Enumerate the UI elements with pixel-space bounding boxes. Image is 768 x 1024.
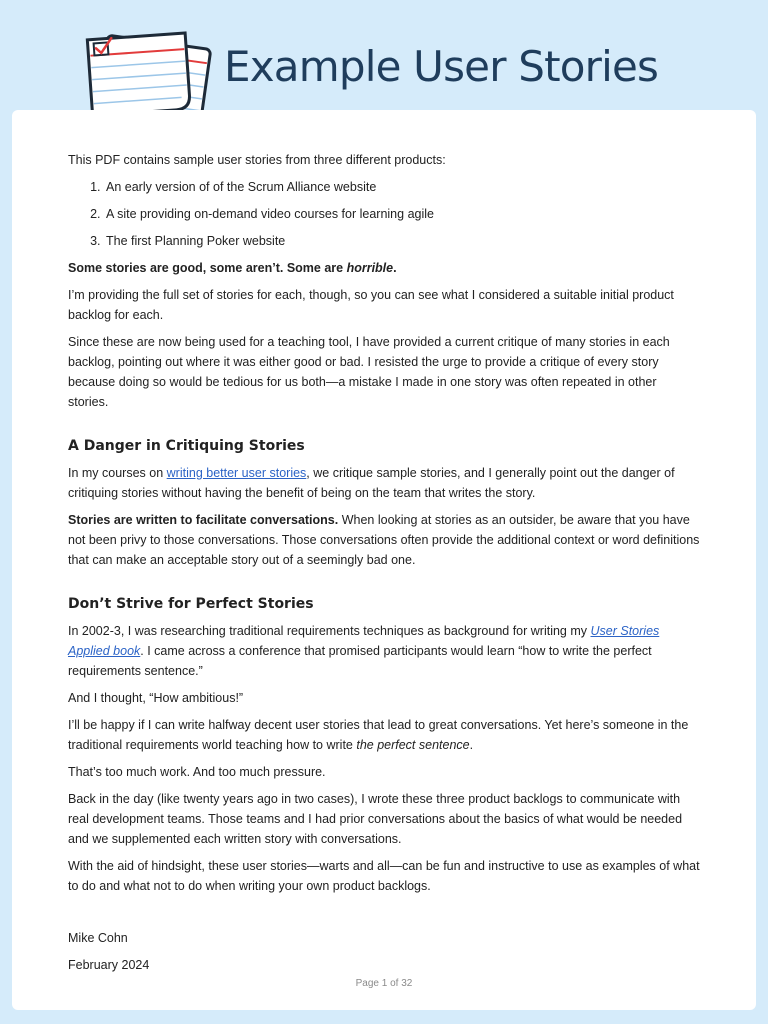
full-set-paragraph: I’m providing the full set of stories for each, though, so you can see what I considered a suitable initial product backlog for each. [68,288,674,322]
product-list [68,177,700,251]
page-title: Example User Stories [224,42,659,91]
teaching-paragraph: Since these are now being used for a teaching tool, I have provided a current critique of many stories in each backlog, pointing out where it was either good or bad. I resisted the urge to provide a critique of every story because doing so would be tedious for us both—a mistake I made in one story was often repeated in other stories. [68,335,670,409]
heading-perfect: Don’t Strive for Perfect Stories [68,596,314,612]
perfect-paragraph-2: And I thought, “How ambitious!” [68,691,244,705]
page-header [0,0,768,112]
heading-danger: A Danger in Critiquing Stories [68,438,305,454]
perfect-paragraph-4: That’s too much work. And too much pressure. [68,765,326,779]
signoff-date: February 2024 [68,958,150,972]
perfect-paragraph-5: Back in the day (like twenty years ago in two cases), I wrote these three product backlogs to communicate with real development teams. Those teams and I had prior conversations about the basics of what would be needed and we supplemented each written story with conversations. [68,792,683,846]
danger-paragraph-1: In my courses on writing better user stories, we critique sample stories, and I generally point out the danger of critiquing stories without having the benefit of being on the team that writes the story. [68,466,675,500]
intro-lead: This PDF contains sample user stories from three different products: [68,153,446,167]
perfect-paragraph-3: I’ll be happy if I can write halfway decent user stories that lead to great conversations. Yet here’s someone in the traditional requirements world teaching how to write the perfect sentence. [68,718,689,752]
document-body [68,150,700,982]
author-name: Mike Cohn [68,931,128,945]
page-number: Page 1 of 32 [355,978,413,989]
list-item: 2. A site providing on-demand video courses for learning agile [104,204,700,224]
list-item: 3. The first Planning Poker website [104,231,700,251]
user-stories-applied-link[interactable]: User Stories Applied book [68,624,660,658]
warning-paragraph: Some stories are good, some aren’t. Some are horrible. [68,261,397,275]
perfect-paragraph-6: With the aid of hindsight, these user stories—warts and all—can be fun and instructive to use as examples of what to do and what not to do when writing your own product backlogs. [68,859,700,893]
writing-better-stories-link[interactable]: writing better user stories [166,466,307,480]
perfect-paragraph-1: In 2002-3, I was researching traditional requirements techniques as background for writing my User Stories Applied book. I came across a conference that promised participants would learn “how to write the perfect requirements sentence.” [68,624,660,678]
list-item: 1. An early version of of the Scrum Alliance website [104,177,700,197]
danger-paragraph-2: Stories are written to facilitate conversations. When looking at stories as an outsider, be aware that you have not been privy to those conversations. Those conversations often provide the additional context or word definitions that can make an acceptable story out of a seemingly bad one. [68,513,700,567]
document-page [12,110,756,1010]
